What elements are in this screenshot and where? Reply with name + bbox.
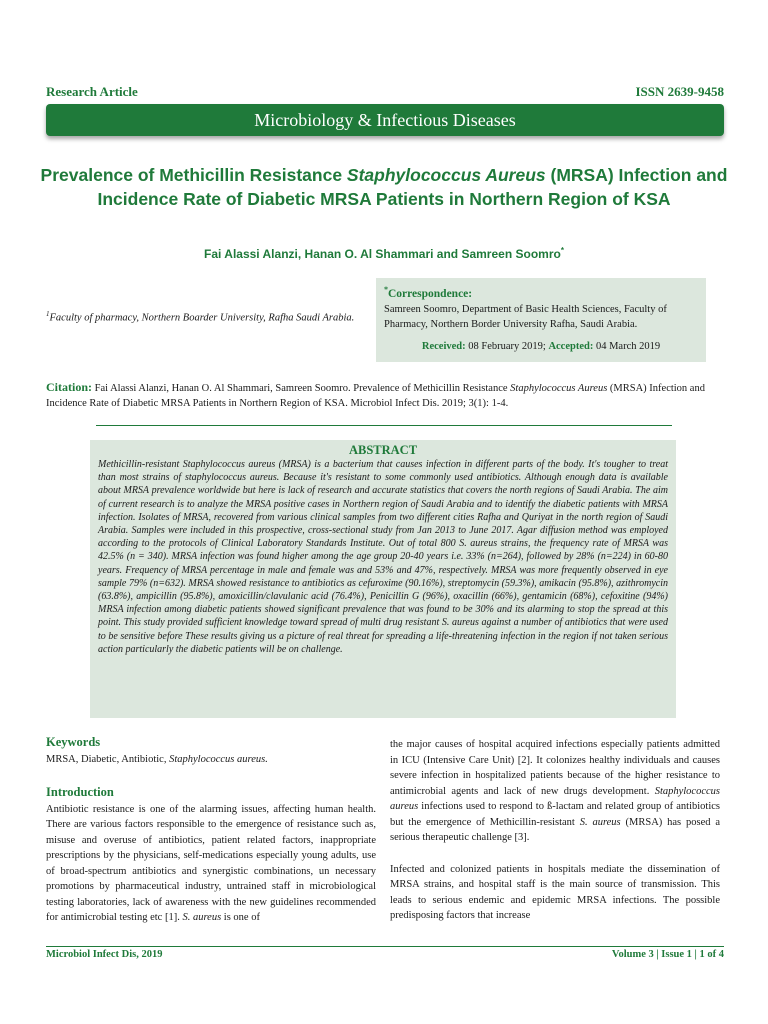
issn: ISSN 2639-9458 — [635, 84, 724, 99]
citation — [46, 380, 724, 411]
correspondence-box — [376, 278, 706, 362]
page-footer — [46, 946, 724, 960]
footer-pagination: Volume 3 | Issue 1 | 1 of 4 — [611, 949, 724, 960]
right-column — [390, 737, 720, 924]
keywords-text — [46, 752, 376, 768]
citation-label: Citation: — [46, 380, 92, 394]
left-column — [46, 735, 376, 926]
affiliation-mark: 1 — [46, 310, 50, 318]
received-date: 08 February 2019; — [465, 340, 549, 352]
intro-p2-c: (MRSA) has posed a serious therapeutic challenge [3]. — [390, 816, 720, 843]
article-type: Research Article — [46, 84, 138, 99]
correspondence-heading-text: Correspondence: — [388, 287, 473, 300]
journal-banner — [46, 104, 724, 136]
journal-name: Microbiology & Infectious Diseases — [254, 109, 516, 130]
intro-paragraph-3: Infected and colonized patients in hospitals mediate the dissemination of MRSA strains, and hospital staff is the main source of transmission. This leads to serious endemic and epidemic MRSA infections. The possible predisposing factors that increase — [390, 863, 720, 921]
keywords-heading: Keywords — [46, 735, 101, 749]
affiliation-text: Faculty of pharmacy, Northern Boarder University, Rafha Saudi Arabia. — [49, 312, 355, 324]
title-part2: (MRSA) Infection and Incidence Rate of Diabetic MRSA Patients in Northern Region of KSA — [97, 165, 728, 209]
keywords-list: MRSA, Diabetic, Antibiotic, — [46, 753, 170, 765]
received-label: Received: — [421, 340, 466, 352]
correspondence-text: Samreen Soomro, Department of Basic Health Sciences, Faculty of Pharmacy, Northern Border University Rafha, Saudi Arabia. — [384, 303, 667, 330]
header-bar — [46, 84, 724, 100]
title-part1: Prevalence of Methicillin Resistance — [40, 165, 347, 185]
divider — [96, 425, 672, 426]
intro-p1-a: Antibiotic resistance is one of the alarming issues, affecting human health. There are various factors responsible to the emergence of resistance such as, misuse and overuse of antibiotics, patient related factors, inappropriate prescriptions by the physicians, self-medications especially young adults, use of broad-spectrum antibiotics and synergistic combinations, un necessary promotions by pharmaceutical industry, untrained staff in microbiological testing laboratories, lack of awareness with the new guidelines recommended for antimicrobial testing etc [1]. — [46, 803, 376, 923]
intro-p2-a: the major causes of hospital acquired infections especially patients admitted in ICU (Intensive Care Unit) [2]. It colonizes healthy individuals and causes severe infection in hospitalized patients because of the higher resistance to antimicrobial agents and lack of new drugs development. — [390, 739, 720, 797]
intro-p1-b: is one of — [221, 912, 260, 923]
footer-journal: Microbiol Infect Dis, 2019 — [46, 949, 163, 960]
abstract-box — [90, 440, 676, 718]
author-mark: * — [560, 246, 564, 255]
introduction-heading: Introduction — [46, 785, 114, 799]
correspondence-heading — [384, 282, 698, 302]
intro-p2-italic2: S. aureus — [579, 816, 621, 828]
intro-p2-b: infections used to respond to ß-lactam and related group of antibiotics but the emergence of Methicillin-resistant — [390, 801, 720, 828]
intro-paragraph-2 — [390, 737, 720, 846]
intro-p1-italic: S. aureus — [182, 912, 222, 923]
intro-paragraph-1 — [46, 802, 376, 926]
abstract-heading: ABSTRACT — [348, 443, 418, 457]
paper-title — [40, 163, 728, 211]
accepted-label: Accepted: — [548, 340, 594, 352]
abstract-text: Methicillin-resistant Staphylococcus aureus (MRSA) is a bacterium that causes infection in different parts of the body. It's tougher to treat than most strains of staphylococcus aureus. Because it's resistant to some commonly used antibiotics. Although enough data is available about MRSA prevalence worldwide but here is lack of research and accurate statistics that covers the north regions of Saudi Arabia. The aim of current research is to analyze the MRSA positive cases in Northern region of Saudi Arabia and to identify the diabetic patients with MRSA infection. Isolates of MRSA, recovered from various clinical samples from two different cities Rafha and Quriyat in the north region of Saudi Arabia. Samples were included in this prospective, cross-sectional study from Jan 2013 to June 2017. Agar diffusion method was employed according to the protocols of Clinical Laboratory Standards Institute. Out of total 800 S. aureus strains, the frequency rate of MRSA was 42.5% (n = 340). MRSA infection was found higher among the age group 20-40 years i.e. 33% (n=264), followed by 28% (n=224) in 60-80 years. Frequency of MRSA percentage in male and female was and 53% and 47%, respectively. MRSA was more frequently observed in eye sample 79% (n=632). MRSA showed resistance to antibiotics as cefuroxime (90.16%), streptomycin (59.3%), amikacin (95.8%), azithromycin (63.8%), ampicillin (95.8%), amoxicillin/clavulanic acid (76.4%), Penicillin G (96%), oxacillin (66%), gentamicin (68%), cefoxitine (94%) MRSA infection among diabetic patients showed significant prevalence that was found to be 30% and its alarming to stop the spread at this point. This study provided sufficient knowledge toward spread of multi drug resistant S. aureus against a number of antibiotics that were used to be sensitive before These results giving us a picture of real threat for spreading a life-threatening infection in the region if not taken serious action particularly the diabetic patients will be on challenge. — [98, 459, 668, 655]
intro-p2-italic1: Staphylococcus aureus — [390, 785, 720, 812]
footer-rule — [46, 946, 724, 947]
dates — [384, 339, 698, 354]
authors — [40, 246, 728, 261]
title-italic: Staphylococcus Aureus — [346, 165, 546, 185]
citation-part1: Fai Alassi Alanzi, Hanan O. Al Shammari, Samreen Soomro. Prevalence of Methicillin Resistance — [92, 383, 511, 394]
affiliation — [46, 307, 368, 326]
citation-part2: (MRSA) Infection and Incidence Rate of Diabetic MRSA Patients in Northern Region of KSA. Microbiol Infect Dis. 2019; 3(1): 1-4. — [46, 383, 705, 409]
keywords-italic: Staphylococcus aureus. — [169, 753, 268, 765]
accepted-date: 04 March 2019 — [593, 340, 661, 352]
author-list: Fai Alassi Alanzi, Hanan O. Al Shammari and Samreen Soomro — [204, 247, 561, 261]
correspondence-mark: * — [384, 285, 388, 294]
citation-italic: Staphylococcus Aureus — [510, 383, 608, 394]
